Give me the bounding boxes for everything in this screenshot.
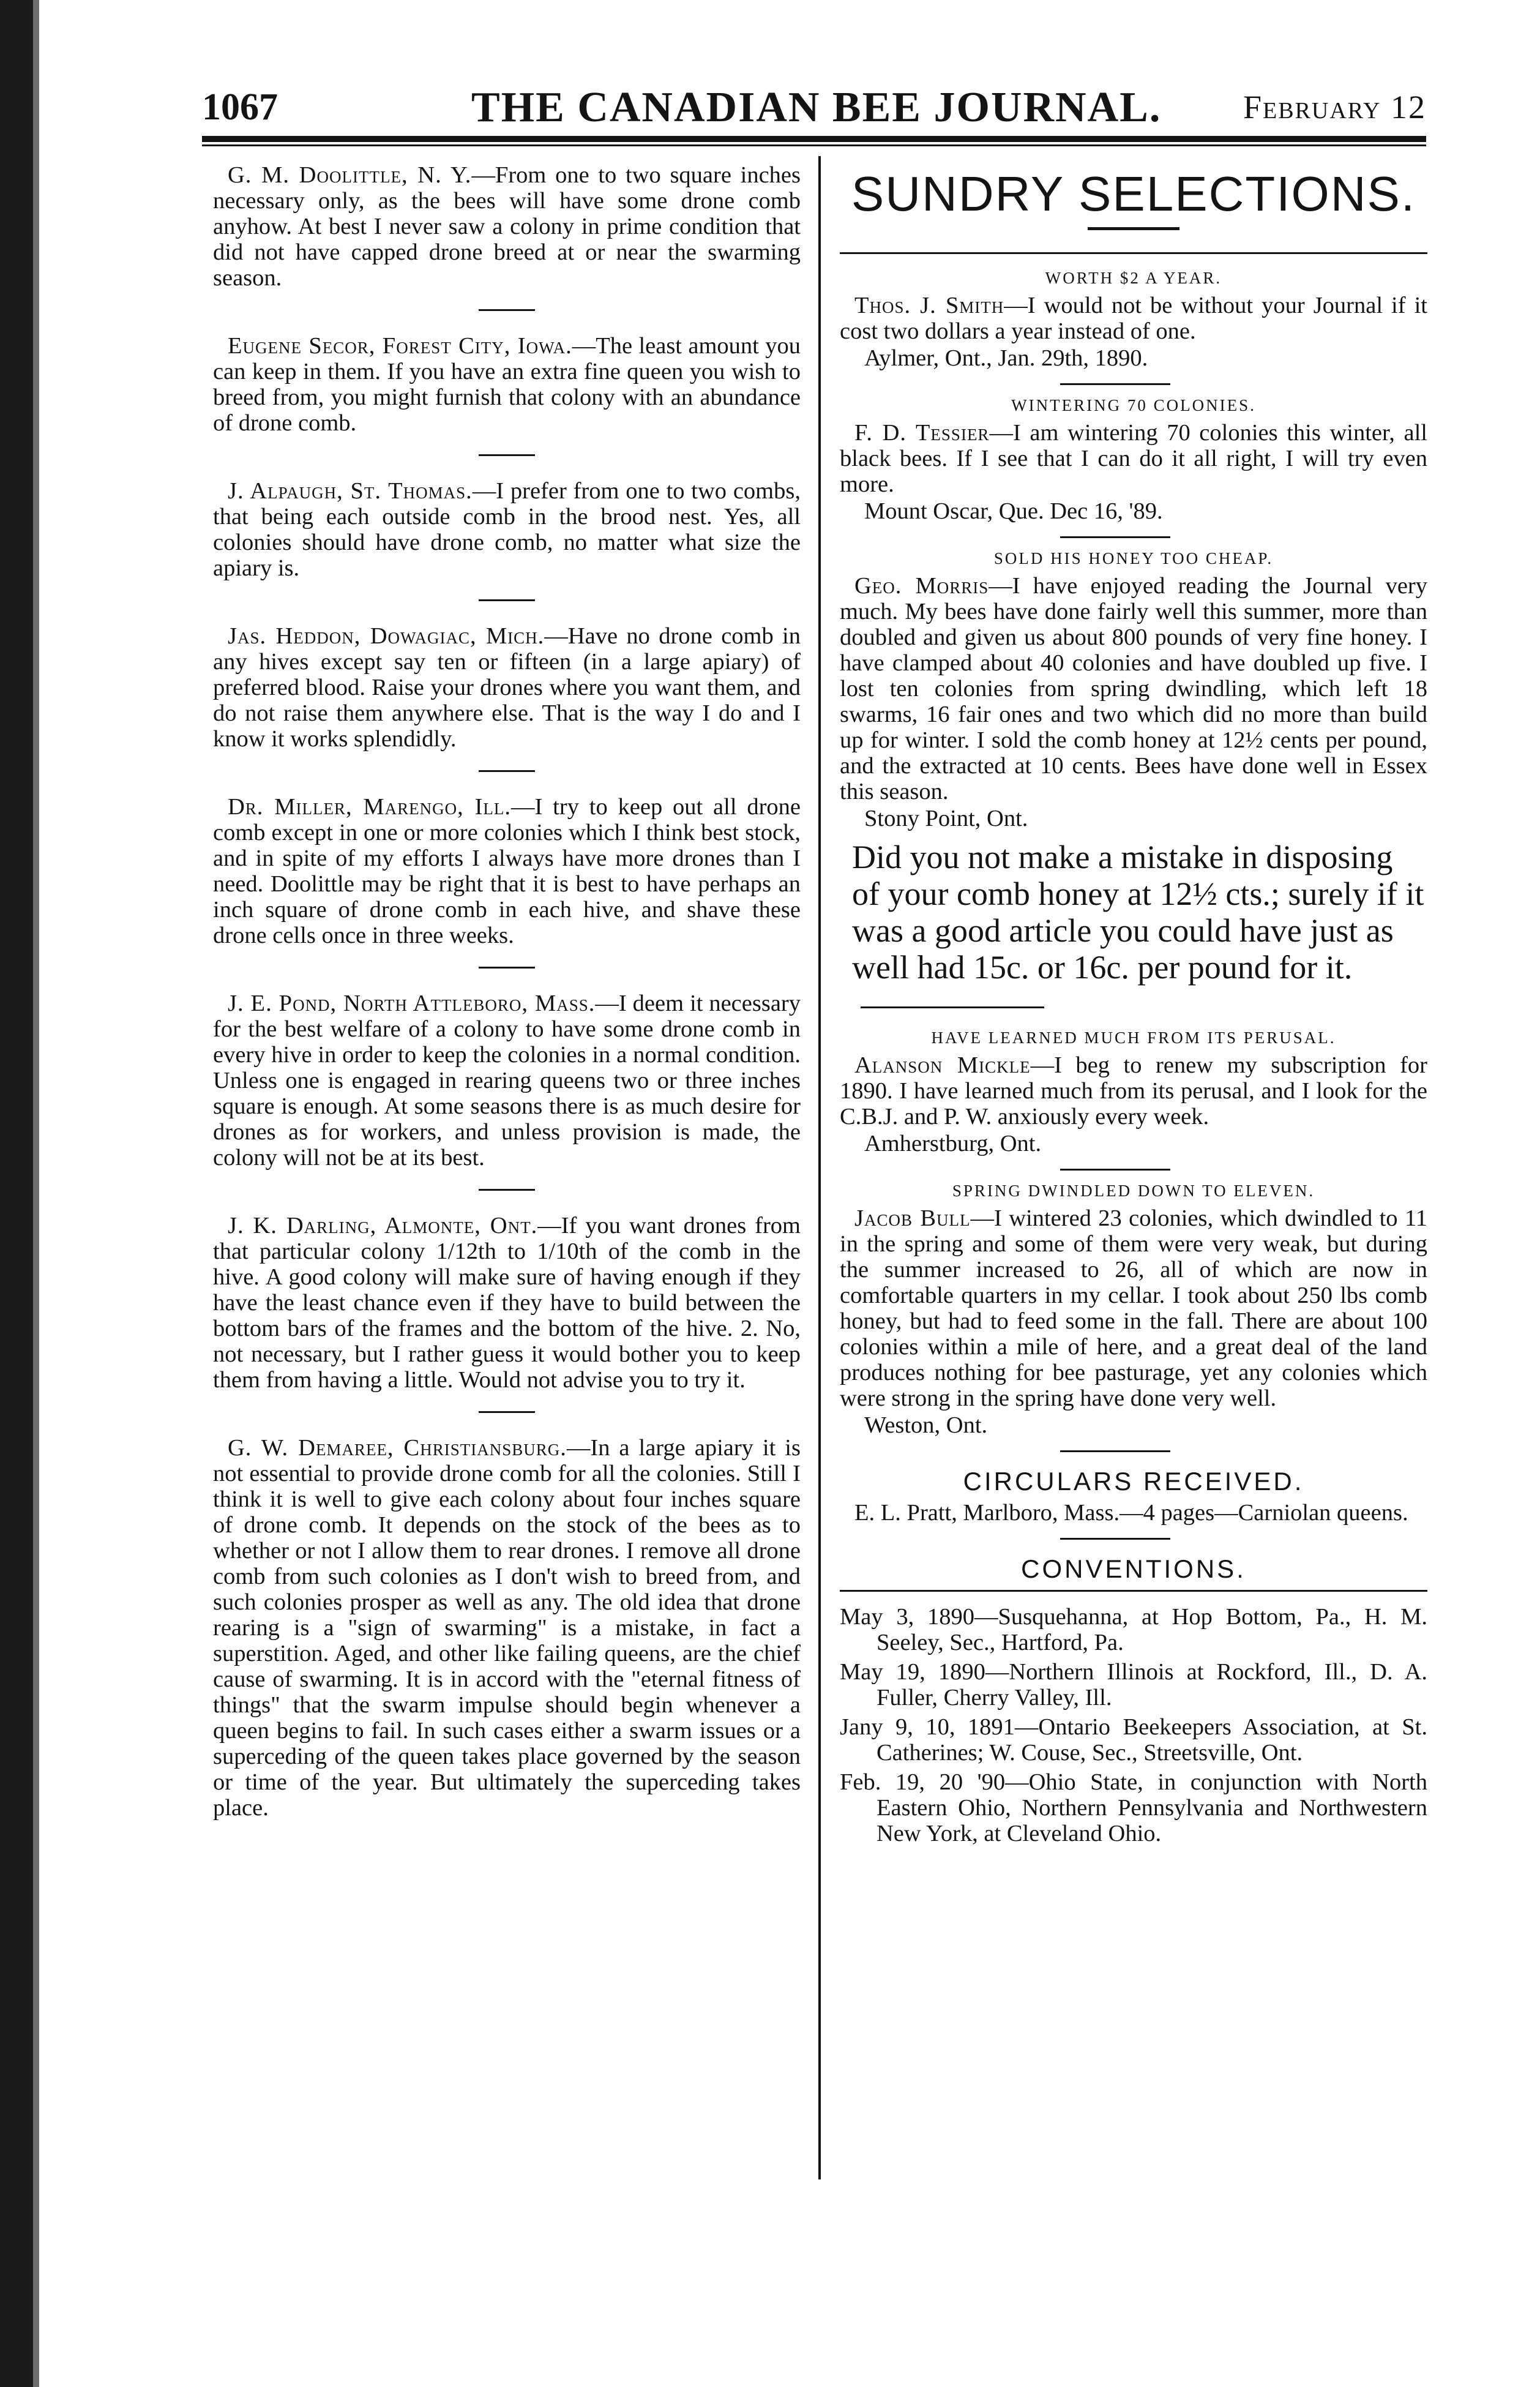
- letter-place: Aylmer, Ont., Jan. 29th, 1890.: [864, 345, 1148, 371]
- binding-shadow: [33, 0, 39, 2387]
- selection-subhead: SOLD HIS HONEY TOO CHEAP.: [993, 549, 1274, 568]
- reply-author: Jas. Heddon, Dowagiac, Mich.: [228, 623, 545, 649]
- reply-text: —From one to two square inches necessary only, as the bees will have some drone comb anyhow. At best I never saw a colony in prime condition that did not have capped drone breed at or near the swarming season.: [213, 162, 801, 291]
- convention-item: May 3, 1890—Susquehanna, at Hop Bottom, Pa., H. M. Seeley, Sec., Hartford, Pa.: [840, 1604, 1427, 1655]
- separator: [479, 967, 535, 969]
- selection-letter: [840, 1052, 1427, 1130]
- convention-item: Feb. 19, 20 '90—Ohio State, in conjunction with North Eastern Ohio, Northern Pennsylvania and Northwestern New York, at Cleveland Ohio.: [840, 1769, 1427, 1846]
- selection-letter: [840, 573, 1427, 804]
- journal-title: THE CANADIAN BEE JOURNAL.: [471, 84, 1162, 131]
- section-heading: SUNDRY SELECTIONS.: [851, 167, 1416, 221]
- reply-text: —If you want drones from that particular colony 1/12th to 1/10th of the comb in the hive. A good colony will make sure of having enough if they have the least chance even if they have to build between the bottom bars of the frames and the bottom of the hive. 2. No, not necessary, but I rather guess it would bother you to keep them from having a little. Would not advise you to try it.: [213, 1213, 801, 1393]
- reply-entry: [213, 1213, 801, 1393]
- letter-text: —I beg to renew my subscription for 1890. I have learned much from its perusal, and I look for the C.B.J. and P. W. anxiously every week.: [840, 1052, 1427, 1130]
- reply-author: J. K. Darling, Almonte, Ont.: [228, 1213, 538, 1238]
- heading-rule: [1088, 227, 1179, 230]
- letter-text: —I have enjoyed reading the Journal very much. My bees have done fairly well this summer, more than doubled and given us about 800 pounds of very fine honey. I have clamped about 40 colonies and have doubled up five. I lost ten colonies from spring dwindling, which left 18 swarms, 16 fair ones and two which did no more than build up for winter. I sold the comb honey at 12½ cents per pound, and the extracted at 10 cents. Bees have done well in Essex this season.: [840, 573, 1427, 804]
- letter-place: Mount Oscar, Que. Dec 16, '89.: [864, 498, 1163, 524]
- reply-author: J. Alpaugh, St. Thomas.: [228, 478, 473, 504]
- reply-author: G. M. Doolittle, N. Y.: [228, 162, 472, 188]
- letter-author: Jacob Bull: [854, 1205, 971, 1231]
- note-rule: [861, 1006, 1044, 1008]
- reply-text: —I try to keep out all drone comb except in one or more colonies which I think best stock, and in spite of my efforts I always have more drones than I need. Doolittle may be right that it is best to have perhaps an inch square of drone comb in each hive, and shave these drone cells once in three weeks.: [213, 794, 801, 948]
- separator: [1060, 383, 1170, 385]
- selection-subhead: WORTH $2 A YEAR.: [1045, 269, 1222, 287]
- page-header: [202, 80, 1426, 135]
- reply-author: Dr. Miller, Marengo, Ill.: [228, 794, 512, 820]
- binding-edge: [0, 0, 33, 2387]
- separator: [479, 599, 535, 601]
- conventions-heading: CONVENTIONS.: [1021, 1554, 1246, 1583]
- heading-underline: [840, 252, 1427, 254]
- reply-entry: [213, 162, 801, 291]
- convention-item: Jany 9, 10, 1891—Ontario Beekeepers Association, at St. Catherines; W. Couse, Sec., Streetsville, Ont.: [840, 1714, 1427, 1766]
- circulars-heading: CIRCULARS RECEIVED.: [963, 1467, 1304, 1496]
- left-column: [213, 162, 801, 1821]
- circulars-text: E. L. Pratt, Marlboro, Mass.—4 pages—Carniolan queens.: [854, 1500, 1408, 1526]
- reply-author: Eugene Secor, Forest City, Iowa.: [228, 333, 572, 359]
- reply-text: —I prefer from one to two combs, that being each outside comb in the brood nest. Yes, all colonies should have drone comb, no matter what size the apiary is.: [213, 478, 801, 581]
- reply-entry: [213, 478, 801, 581]
- conventions-rule: [840, 1590, 1427, 1592]
- reply-text: —The least amount you can keep in them. If you have an extra fine queen you wish to breed from, you might furnish that colony with an abundance of drone comb.: [213, 333, 801, 436]
- letter-text: —I would not be without your Journal if it cost two dollars a year instead of one.: [840, 293, 1427, 344]
- separator: [479, 1411, 535, 1413]
- selection-letter: [840, 420, 1427, 497]
- letter-place: Stony Point, Ont.: [864, 806, 1028, 831]
- header-rule-thin: [202, 144, 1426, 146]
- letter-author: Thos. J. Smith: [854, 293, 1004, 318]
- separator: [1060, 536, 1170, 538]
- reply-text: —I deem it necessary for the best welfare of a colony to have some drone comb in every hive in order to keep the colonies in a normal condition. Unless one is engaged in rearing queens two or three inches square is enough. At some seasons there is as much desire for drones as for workers, and unless provision is made, the colony will not be at its best.: [213, 991, 801, 1171]
- letter-place: Weston, Ont.: [864, 1412, 988, 1438]
- reply-author: J. E. Pond, North Attleboro, Mass.: [228, 991, 596, 1016]
- editor-note-text: Did you not make a mistake in disposing of your comb honey at 12½ cts.; surely if it was a good article you could have just as well had 15c. or 16c. per pound for it.: [852, 839, 1424, 986]
- reply-entry: [213, 623, 801, 752]
- reply-text: —In a large apiary it is not essential to provide drone comb for all the colonies. Still I think it is well to give each colony about four inches square of drone comb. It depends on the stock of the bees as to whether or not I allow them to rear drones. I remove all drone comb from such colonies as I don't wish to breed from, and such colonies prosper as well as any. The old idea that drone rearing is a "sign of swarming" is a mistake, in fact a superstition. Aged, and other like failing queens, are the chief cause of swarming. It is in accord with the "eternal fitness of things" that the swarm impulse should begin whenever a queen begins to fail. In such cases either a swarm issues or a superceding of the queen takes place governed by the season or time of the year. But ultimately the superceding takes place.: [213, 1435, 801, 1821]
- separator: [479, 309, 535, 311]
- letter-author: F. D. Tessier: [854, 420, 990, 446]
- selection-letter: [840, 1205, 1427, 1411]
- letter-author: Geo. Morris: [854, 573, 989, 599]
- letter-text: —I am wintering 70 colonies this winter, all black bees. If I see that I can do it all right, I will try even more.: [840, 420, 1427, 497]
- letter-text: —I wintered 23 colonies, which dwindled to 11 in the spring and some of them were very weak, but during the summer increased to 26, all of which are now in comfortable quarters in my cellar. I took about 250 lbs comb honey, but had to feed some in the fall. There are about 100 colonies within a mile of here, and a great deal of the land produces nothing for bee pasturage, yet any colonies which were strong in the spring have done very well.: [840, 1205, 1427, 1411]
- separator: [1060, 1450, 1170, 1452]
- reply-author: G. W. Demaree, Christiansburg.: [228, 1435, 567, 1461]
- reply-text: —Have no drone comb in any hives except say ten or fifteen (in a large apiary) of preferred blood. Raise your drones where you want them, and do not raise them anywhere else. That is the way I do and I know it works splendidly.: [213, 623, 801, 752]
- header-rule: [202, 136, 1426, 142]
- reply-entry: [213, 991, 801, 1171]
- convention-item: May 19, 1890—Northern Illinois at Rockford, Ill., D. A. Fuller, Cherry Valley, Ill.: [840, 1659, 1427, 1711]
- issue-date: February 12: [1243, 89, 1426, 126]
- selection-subhead: SPRING DWINDLED DOWN TO ELEVEN.: [952, 1182, 1315, 1200]
- selection-subhead: WINTERING 70 COLONIES.: [1011, 396, 1256, 414]
- letter-author: Alanson Mickle: [854, 1052, 1031, 1078]
- separator: [1060, 1169, 1170, 1171]
- right-column: [840, 162, 1427, 1850]
- separator: [479, 770, 535, 772]
- page-number: 1067: [202, 86, 278, 128]
- editor-note: [852, 839, 1427, 1022]
- selection-subhead: HAVE LEARNED MUCH FROM ITS PERUSAL.: [931, 1029, 1336, 1047]
- separator: [1060, 1538, 1170, 1540]
- selection-letter: [840, 293, 1427, 344]
- reply-entry: [213, 1435, 801, 1821]
- separator: [479, 1189, 535, 1191]
- letter-place: Amherstburg, Ont.: [864, 1131, 1042, 1156]
- column-divider: [818, 156, 821, 2179]
- reply-entry: [213, 333, 801, 436]
- reply-entry: [213, 794, 801, 948]
- separator: [479, 454, 535, 456]
